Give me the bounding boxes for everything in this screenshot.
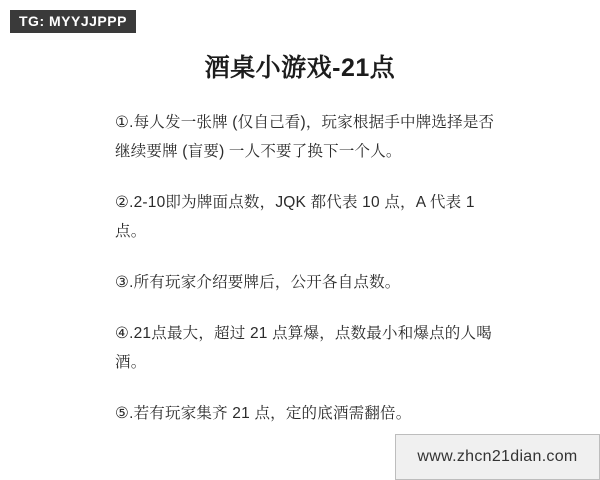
- rules-list: [115, 108, 505, 428]
- list-item: ②.2-10即为牌面点数，JQK 都代表 10 点，A 代表 1 点。: [115, 194, 475, 240]
- list-item: ⑤.若有玩家集齐 21 点，定的底酒需翻倍。: [115, 405, 412, 422]
- list-item: ①.每人发一张牌 (仅自己看)，玩家根据手中牌选择是否继续要牌 (盲要) 一人不要了换下一个人。: [115, 114, 495, 160]
- list-item: ④.21点最大，超过 21 点算爆，点数最小和爆点的人喝酒。: [115, 325, 492, 371]
- list-item: ③.所有玩家介绍要牌后，公开各自点数。: [115, 274, 401, 291]
- website-url-label: www.zhcn21dian.com: [395, 434, 600, 480]
- telegram-handle-badge: TG: MYYJJPPP: [10, 10, 136, 33]
- page-title: 酒桌小游戏-21点: [204, 54, 396, 82]
